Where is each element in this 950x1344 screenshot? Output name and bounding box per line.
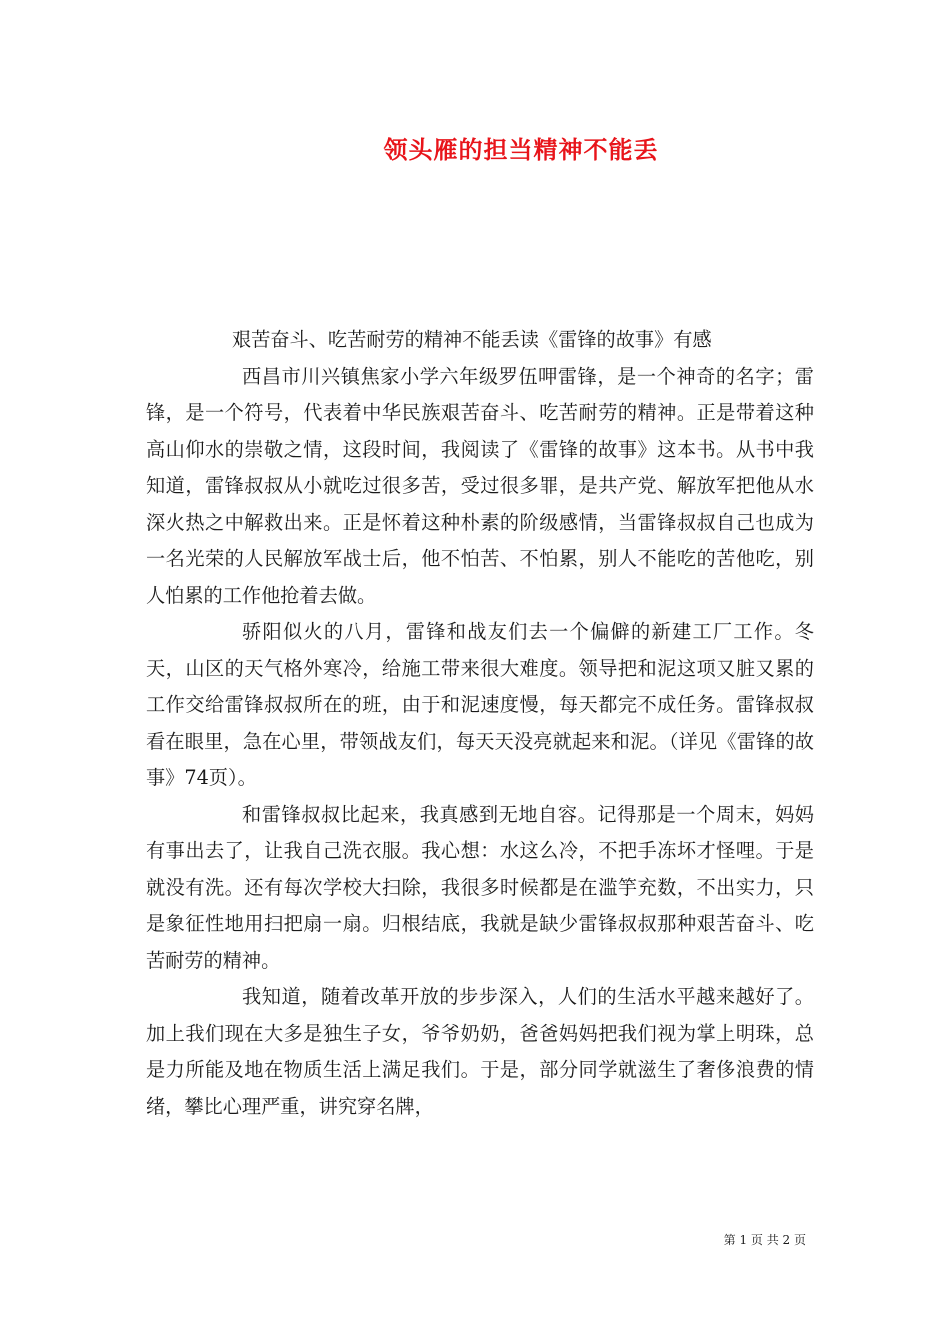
paragraph: 和雷锋叔叔比起来，我真感到无地自容。记得那是一个周末，妈妈有事出去了，让我自己洗衣服。我心想：水这么冷，不把手冻坏才怪哩。于是就没有洗。还有每次学校大扫除，我很多时候都是在滥竽充数，不出实力，只是象征性地用扫把扇一扇。归根结底，我就是缺少雷锋叔叔那种艰苦奋斗、吃苦耐劳的精神。 (146, 802, 814, 972)
page-title: 领头雁的担当精神不能丢 (383, 135, 659, 164)
document-subtitle: 艰苦奋斗、吃苦耐劳的精神不能丢读《雷锋的故事》有感 (232, 328, 712, 351)
paragraph: 骄阳似火的八月，雷锋和战友们去一个偏僻的新建工厂工作。冬天，山区的天气格外寒冷，给施工带来很大难度。领导把和泥这项又脏又累的工作交给雷锋叔叔所在的班，由于和泥速度慢，每天都完不成任务。雷锋叔叔看在眼里，急在心里，带领战友们，每天天没亮就起来和泥。（详见《雷锋的故事》74页）。 (146, 620, 814, 789)
paragraph: 西昌市川兴镇焦家小学六年级罗伍呷雷锋，是一个神奇的名字；雷锋，是一个符号，代表着中华民族艰苦奋斗、吃苦耐劳的精神。正是带着这种高山仰水的崇敬之情，这段时间，我阅读了《雷锋的故事》这本书。从书中我知道，雷锋叔叔从小就吃过很多苦，受过很多罪，是共产党、解放军把他从水深火热之中解救出来。正是怀着这种朴素的阶级感情，当雷锋叔叔自己也成为一名光荣的人民解放军战士后，他不怕苦、不怕累，别人不能吃的苦他吃，别人怕累的工作他抢着去做。 (146, 364, 814, 607)
document-body (146, 322, 814, 1125)
paragraph: 我知道，随着改革开放的步步深入，人们的生活水平越来越好了。加上我们现在大多是独生子女，爷爷奶奶，爸爸妈妈把我们视为掌上明珠，总是力所能及地在物质生活上满足我们。于是，部分同学就滋生了奢侈浪费的情绪，攀比心理严重，讲究穿名牌， (146, 985, 814, 1118)
page-number-footer: 第 1 页 共 2 页 (723, 1233, 806, 1247)
